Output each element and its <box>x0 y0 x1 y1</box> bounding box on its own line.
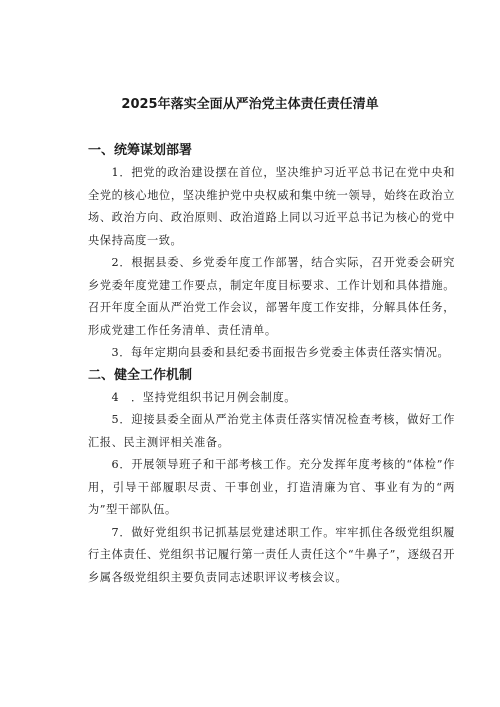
section-2 <box>88 365 455 590</box>
list-item: 4 ．坚持党组织书记月例会制度。 <box>111 390 297 404</box>
section-1 <box>88 140 455 365</box>
list-item: 5．迎接县委全面从严治党主体责任落实情况检查考核，做好工作汇报、民主测评相关准备。 <box>88 413 455 449</box>
list-item: 7．做好党组织书记抓基层党建述职工作。牢牢抓住各级党组织履行主体责任、党组织书记履行第一责任人责任这个“牛鼻子”，逐级召开乡属各级党组织主要负责同志述职评议考核会议。 <box>88 525 455 584</box>
list-item: 2．根据县委、乡党委年度工作部署，结合实际，召开党委会研究乡党委年度党建工作要点，制定年度目标要求、工作计划和具体措施。召开年度全面从严治党工作会议，部署年度工作安排，分解具体任务，形成党建工作任务清单、责任清单。 <box>88 256 455 337</box>
section-heading: 一、统筹谋划部署 <box>88 143 193 158</box>
list-item: 3．每年定期向县委和县纪委书面报告乡党委主体责任落实情况。 <box>111 346 450 359</box>
document-title: 2025年落实全面从严治党主体责任责任清单 <box>121 97 379 112</box>
document-body <box>88 140 455 589</box>
section-heading: 二、健全工作机制 <box>88 367 193 383</box>
list-item: 6．开展领导班子和干部考核工作。充分发挥年度考核的“体检”作用，引导干部履职尽责、干事创业，打造清廉为官、事业有为的“两为”型干部队伍。 <box>88 458 455 516</box>
list-item: 1．把党的政治建设摆在首位，坚决维护习近平总书记在党中央和全党的核心地位，坚决维护党中央权威和集中统一领导，始终在政治立场、政治方向、政治原则、政治道路上同以习近平总书记为核心的党中央保持高度一致。 <box>88 166 455 247</box>
